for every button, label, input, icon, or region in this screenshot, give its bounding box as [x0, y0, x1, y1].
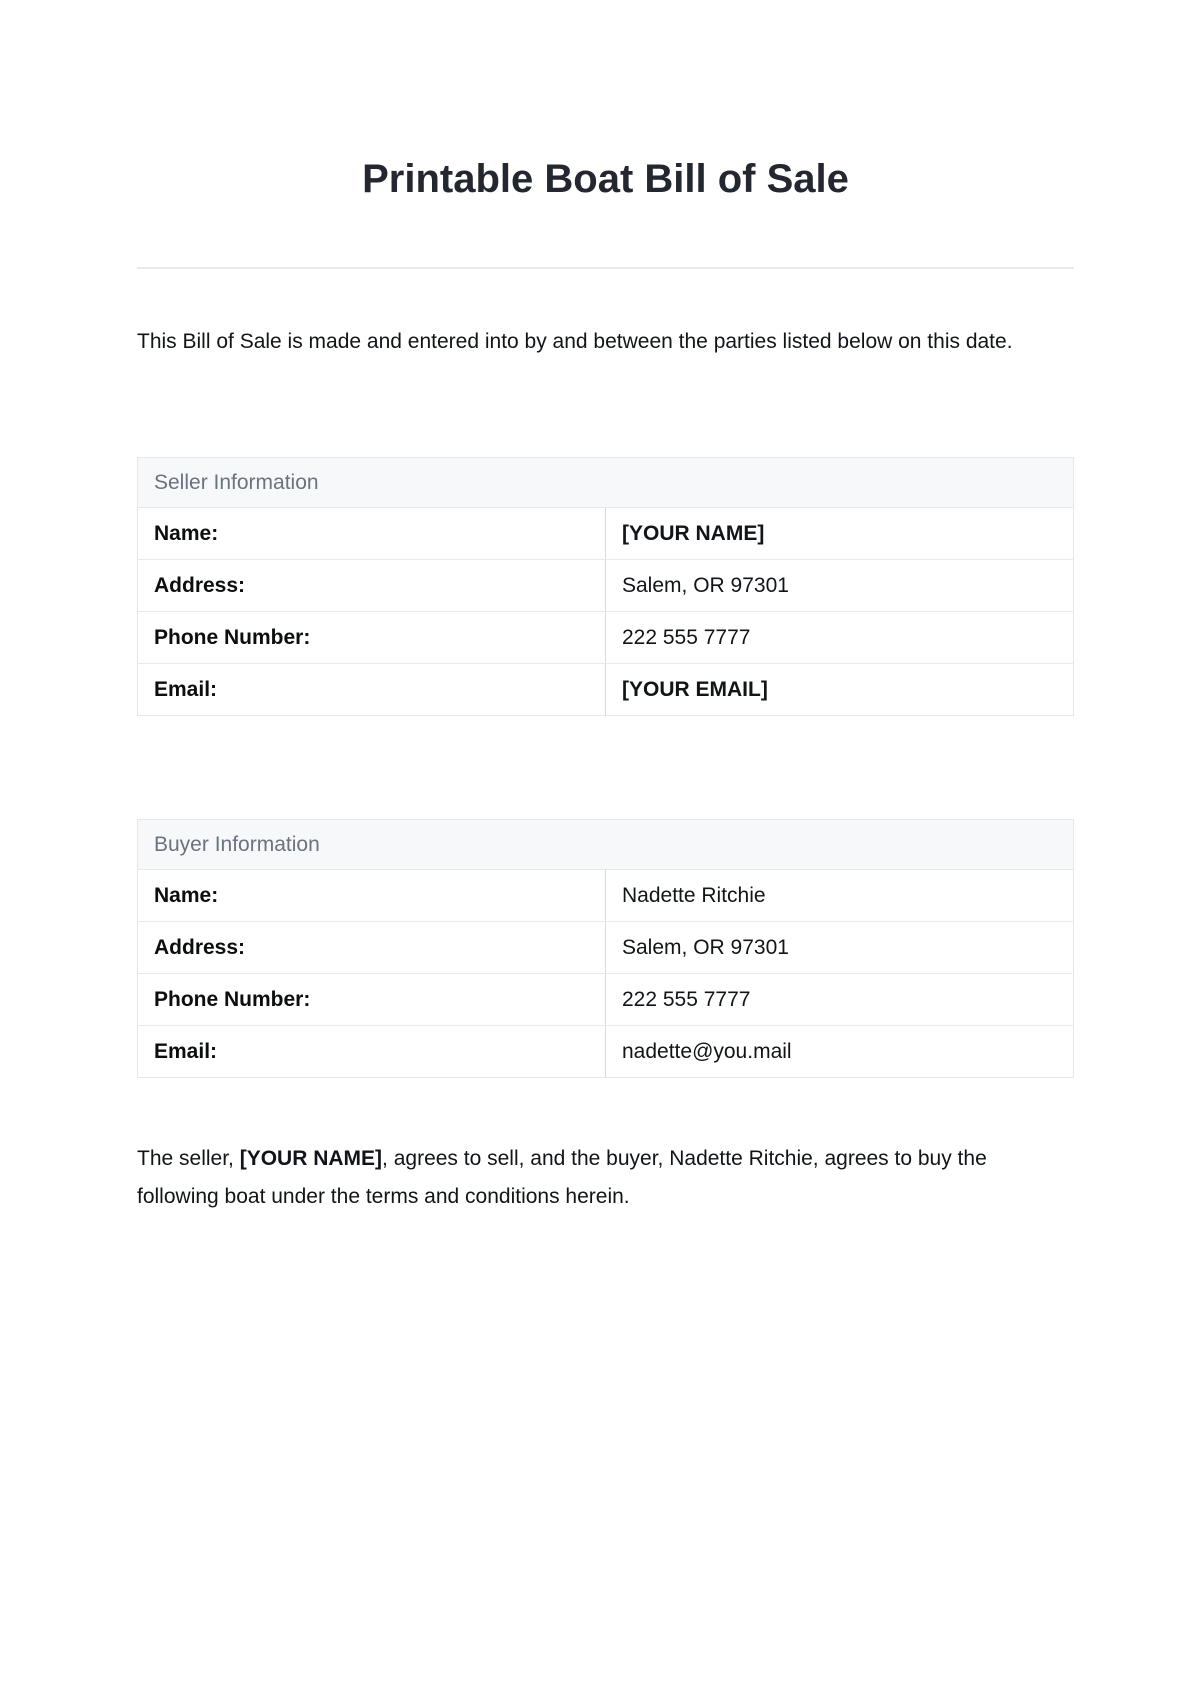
- row-label: Name:: [138, 870, 606, 922]
- table-row: [138, 974, 1074, 1026]
- row-label: Address:: [138, 560, 606, 612]
- row-label: Phone Number:: [138, 974, 606, 1026]
- agreement-paragraph: [137, 1140, 1074, 1216]
- table-header-row: [138, 820, 1074, 870]
- table-row: [138, 560, 1074, 612]
- row-value: 222 555 7777: [606, 974, 1074, 1026]
- row-value: [YOUR NAME]: [606, 508, 1074, 560]
- row-label: Name:: [138, 508, 606, 560]
- table-row: [138, 922, 1074, 974]
- table-row: [138, 664, 1074, 716]
- table-row: [138, 508, 1074, 560]
- buyer-information-table: [137, 819, 1074, 1078]
- page-title: Printable Boat Bill of Sale: [362, 157, 849, 201]
- row-label: Address:: [138, 922, 606, 974]
- row-label: Email:: [138, 664, 606, 716]
- seller-section-header: Seller Information: [138, 458, 1074, 508]
- title-divider: [137, 267, 1074, 269]
- table-header-row: [138, 458, 1074, 508]
- row-label: Phone Number:: [138, 612, 606, 664]
- table-row: [138, 870, 1074, 922]
- seller-information-table: [137, 457, 1074, 716]
- agreement-seller-name: [YOUR NAME]: [239, 1147, 383, 1170]
- row-value: Salem, OR 97301: [606, 560, 1074, 612]
- agreement-part1: The seller,: [137, 1147, 240, 1170]
- row-value: [YOUR EMAIL]: [606, 664, 1074, 716]
- row-value: nadette@you.mail: [606, 1026, 1074, 1078]
- row-value: Salem, OR 97301: [606, 922, 1074, 974]
- document-page: [137, 0, 1074, 1216]
- row-value: 222 555 7777: [606, 612, 1074, 664]
- table-row: [138, 1026, 1074, 1078]
- agreement-part2: , agrees to sell, and the buyer, Nadette Ritchie, agrees to buy the following boat under the terms and conditions herein.: [137, 1147, 987, 1208]
- row-label: Email:: [138, 1026, 606, 1078]
- table-row: [138, 612, 1074, 664]
- buyer-section-header: Buyer Information: [138, 820, 1074, 870]
- intro-paragraph: This Bill of Sale is made and entered into by and between the parties listed below on this date.: [137, 330, 1013, 353]
- row-value: Nadette Ritchie: [606, 870, 1074, 922]
